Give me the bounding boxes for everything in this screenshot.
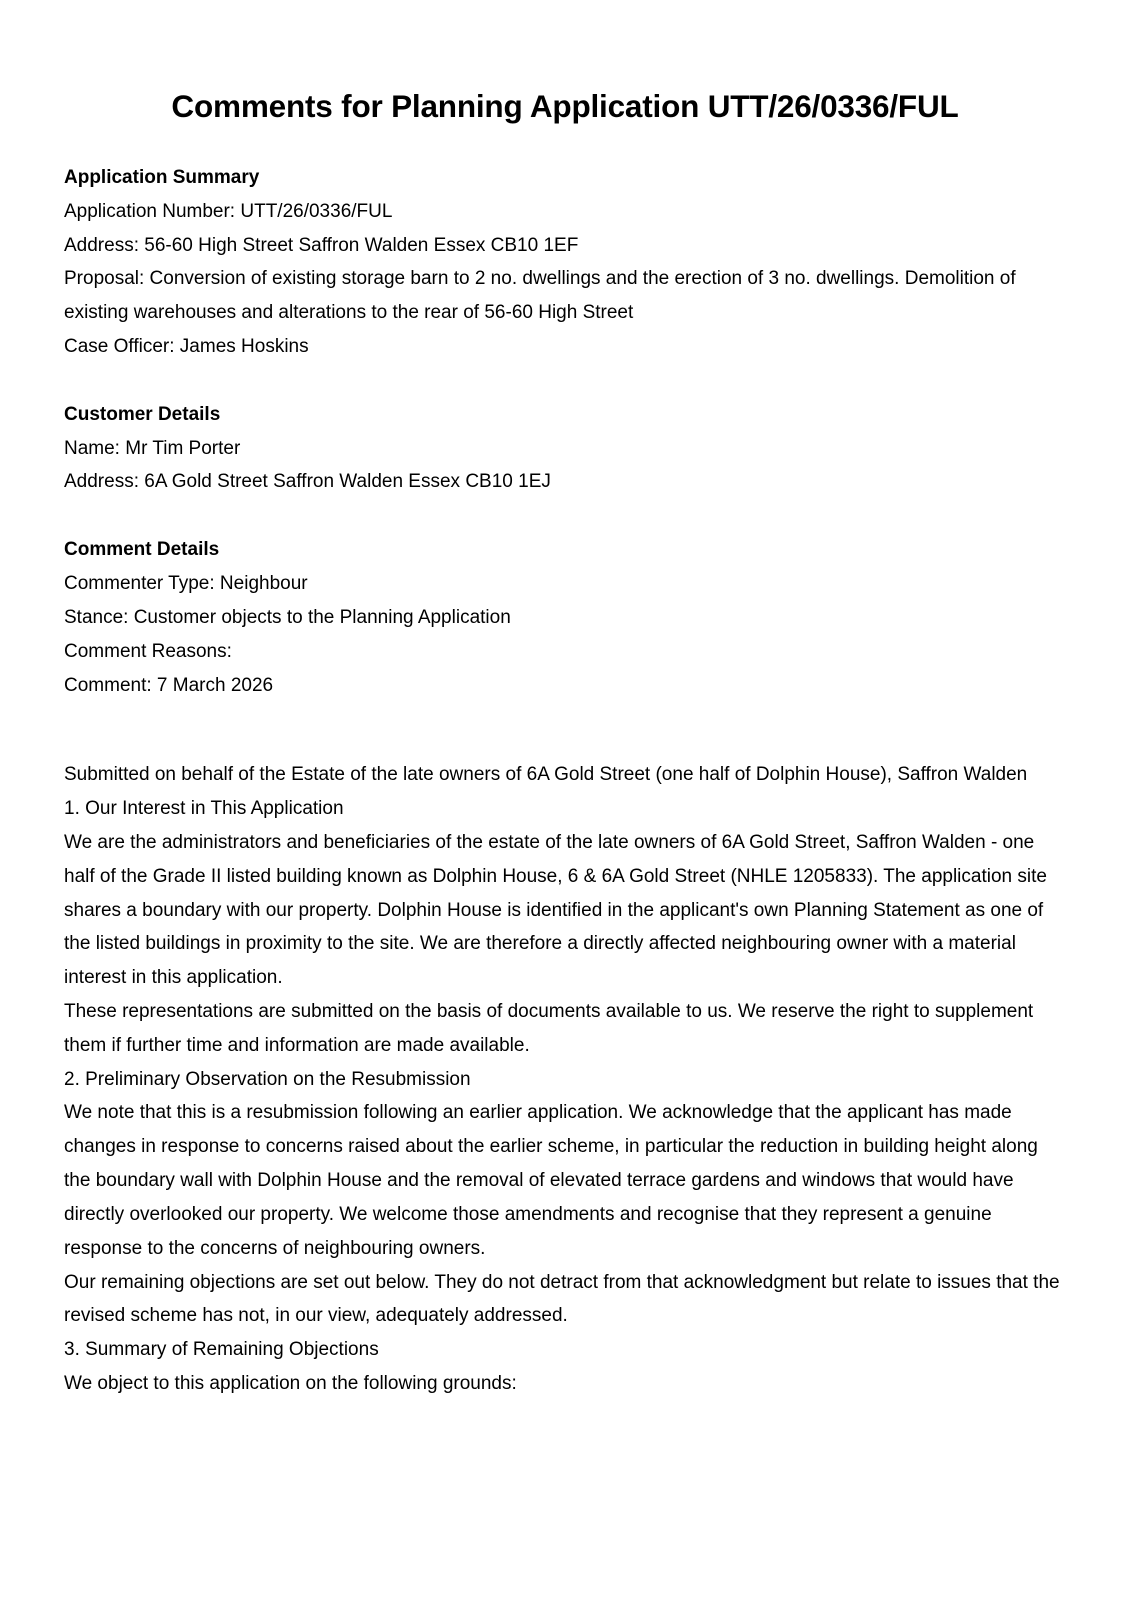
application-summary-section [64, 161, 1066, 364]
comment-body [64, 758, 1066, 1400]
comment-date-line: Comment: 7 March 2026 [64, 674, 274, 696]
comment-paragraph: 2. Preliminary Observation on the Resubmission [64, 1068, 471, 1090]
comment-reasons-line: Comment Reasons: [64, 640, 232, 662]
title-spacer [64, 127, 1066, 161]
comment-paragraph: We note that this is a resubmission following an earlier application. We acknowledge that the applicant has made changes in response to concerns raised about the earlier scheme, in particular the reduction in building height along the boundary wall with Dolphin House and the removal of elevated terrace gardens and windows that would have directly overlooked our property. We welcome those amendments and recognise that they represent a genuine response to the concerns of neighbouring owners. [64, 1102, 1038, 1259]
stance-line: Stance: Customer objects to the Planning Application [64, 606, 511, 628]
comment-paragraph: 1. Our Interest in This Application [64, 798, 344, 820]
commenter-type-line: Commenter Type: Neighbour [64, 573, 308, 595]
customer-details-section [64, 398, 1066, 499]
comment-paragraph: We are the administrators and beneficiaries of the estate of the late owners of 6A Gold Street, Saffron Walden - one half of the Grade II listed building known as Dolphin House, 6 & 6A Gold Street (NHLE 1205833). The application site shares a boundary with our property. Dolphin House is identified in the applicant's own Planning Statement as one of the listed buildings in proximity to the site. We are therefore a directly affected neighbouring owner with a material interest in this application. [64, 831, 1047, 989]
comment-paragraph: 3. Summary of Remaining Objections [64, 1339, 379, 1361]
application-number-line: Application Number: UTT/26/0336/FUL [64, 200, 393, 222]
customer-address-line: Address: 6A Gold Street Saffron Walden Essex CB10 1EJ [64, 471, 551, 493]
section-heading-application-summary: Application Summary [64, 166, 260, 188]
page-title: Comments for Planning Application UTT/26/0336/FUL [171, 88, 959, 124]
comment-paragraph: These representations are submitted on the basis of documents available to us. We reserve the right to supplement them if further time and information are made available. [64, 1001, 1034, 1056]
application-proposal-line: Proposal: Conversion of existing storage barn to 2 no. dwellings and the erection of 3 no. dwellings. Demolition of existing warehouses and alterations to the rear of 56-60 High Street [64, 268, 1016, 324]
section-spacer-2 [64, 499, 1066, 533]
application-address-line: Address: 56-60 High Street Saffron Walden Essex CB10 1EF [64, 234, 579, 256]
comment-details-section [64, 533, 1066, 702]
comment-paragraph: Our remaining objections are set out below. They do not detract from that acknowledgment but relate to issues that the revised scheme has not, in our view, adequately addressed. [64, 1271, 1060, 1327]
section-heading-customer-details: Customer Details [64, 403, 221, 425]
application-case-officer-line: Case Officer: James Hoskins [64, 336, 309, 357]
section-spacer-1 [64, 364, 1066, 398]
customer-name-line: Name: Mr Tim Porter [64, 437, 241, 459]
comment-paragraph: Submitted on behalf of the Estate of the late owners of 6A Gold Street (one half of Dolphin House), Saffron Walden [64, 764, 1028, 786]
section-heading-comment-details: Comment Details [64, 539, 220, 561]
comment-paragraph: We object to this application on the following grounds: [64, 1372, 517, 1394]
